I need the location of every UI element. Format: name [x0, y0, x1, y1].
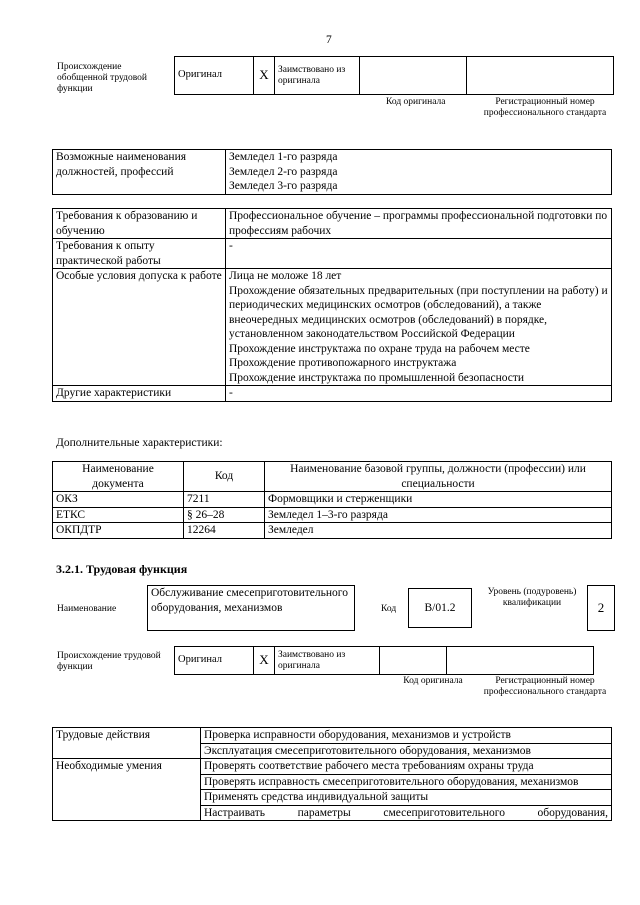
col-name-header: Наименование базовой группы, должности (профессии) или специальности — [265, 462, 612, 492]
condition-item: Лица не моложе 18 лет — [229, 270, 342, 282]
additional-heading: Дополнительные характеристики: — [56, 437, 223, 449]
origin-mark: X — [254, 57, 275, 95]
origin2-borrowed: Заимствовано из оригинала — [275, 647, 380, 675]
table-row — [53, 507, 612, 523]
origin-code-caption: Код оригинала — [386, 97, 446, 107]
col-doc-header: Наименование документа — [53, 462, 184, 492]
row-code: 7211 — [184, 492, 265, 508]
row-name: Земледел — [265, 523, 612, 539]
origin-reg-caption: Регистрационный номер профессионального стандарта — [483, 97, 607, 118]
skill-item: Применять средства индивидуальной защиты — [201, 790, 612, 806]
row-name: Формовщики и стерженщики — [265, 492, 612, 508]
origin-table — [174, 56, 614, 95]
origin-reg-cell — [467, 57, 614, 95]
origin-original-cell — [175, 57, 254, 95]
origin2-label: Происхождение трудовой функции — [57, 651, 161, 672]
function-code-label: Код — [381, 604, 397, 614]
row-doc: ОКПДТР — [53, 523, 184, 539]
origin2-original-cell — [175, 647, 254, 675]
position-item: Земледел 1-го разряда — [229, 151, 338, 163]
positions-label: Возможные наименования должностей, профессий — [53, 150, 226, 195]
condition-item: Прохождение противопожарного инструктажа — [229, 357, 457, 369]
col-code-header: Код — [184, 462, 265, 492]
positions-table — [52, 149, 612, 195]
function-name-box — [147, 585, 355, 631]
origin2-reg-cell — [447, 647, 594, 675]
positions-values — [226, 150, 612, 195]
table-row — [53, 523, 612, 539]
experience-value: - — [226, 239, 612, 269]
additional-table — [52, 461, 612, 539]
function-name-label: Наименование — [57, 604, 117, 614]
skill-item: Настраивать параметры смесеприготовительного оборудования, — [201, 805, 612, 821]
function-code-box — [408, 588, 472, 628]
position-item: Земледел 2-го разряда — [229, 165, 338, 178]
other-label: Другие характеристики — [53, 386, 226, 402]
row-name: Земледел 1–3-го разряда — [265, 507, 612, 523]
requirements-table — [52, 208, 612, 402]
row-doc: ОКЗ — [53, 492, 184, 508]
skill-item: Проверять исправность смесеприготовительного оборудования, механизмов — [201, 774, 612, 790]
row-code: 12264 — [184, 523, 265, 539]
condition-item: Прохождение инструктажа по охране труда на рабочем месте — [229, 342, 530, 355]
origin-code-cell — [360, 57, 467, 95]
actions-label: Трудовые действия — [53, 728, 201, 759]
origin2-original-label: Оригинал — [178, 654, 222, 666]
level-value: 2 — [588, 586, 615, 631]
section-heading: 3.2.1. Трудовая функция — [56, 562, 188, 576]
row-doc: ЕТКС — [53, 507, 184, 523]
condition-item: Прохождение обязательных предварительных (при поступлении на работу) и периодических медицинских осмотров (обследований), а также внеочередных медицинских осмотров (обследований) в порядке, установленном законодательством Российской Федерации — [229, 284, 608, 340]
other-value: - — [226, 386, 612, 402]
experience-label: Требования к опыту практической работы — [53, 239, 226, 269]
origin2-table — [174, 646, 594, 675]
origin2-mark: X — [254, 647, 275, 675]
education-value: Профессиональное обучение – программы профессиональной подготовки по профессиям рабочих — [226, 209, 612, 239]
level-box — [587, 585, 615, 631]
origin2-code-cell — [380, 647, 447, 675]
position-item: Земледел 3-го разряда — [229, 180, 338, 192]
skill-item: Проверять соответствие рабочего места требованиям охраны труда — [201, 759, 612, 775]
conditions-values — [226, 269, 612, 386]
origin2-code-caption: Код оригинала — [403, 676, 463, 686]
origin-label: Происхождение обобщенной трудовой функции — [57, 62, 147, 94]
table-row — [53, 492, 612, 508]
function-code-value: B/01.2 — [409, 589, 472, 628]
function-details-table — [52, 727, 612, 821]
page-number: 7 — [326, 34, 332, 46]
action-item: Эксплуатация смесеприготовительного оборудования, механизмов — [201, 743, 612, 759]
skills-label: Необходимые умения — [53, 759, 201, 821]
education-label: Требования к образованию и обучению — [53, 209, 226, 239]
origin2-reg-caption: Регистрационный номер профессионального стандарта — [483, 676, 607, 697]
conditions-label: Особые условия допуска к работе — [53, 269, 226, 386]
row-code: § 26–28 — [184, 507, 265, 523]
origin-original-label: Оригинал — [178, 69, 222, 81]
origin-borrowed: Заимствовано из оригинала — [275, 57, 360, 95]
condition-item: Прохождение инструктажа по промышленной безопасности — [229, 371, 525, 384]
function-name-value: Обслуживание смесеприготовительного оборудования, механизмов — [148, 586, 355, 631]
action-item: Проверка исправности оборудования, механизмов и устройств — [201, 728, 612, 744]
level-label: Уровень (подуровень) квалификации — [487, 587, 577, 608]
